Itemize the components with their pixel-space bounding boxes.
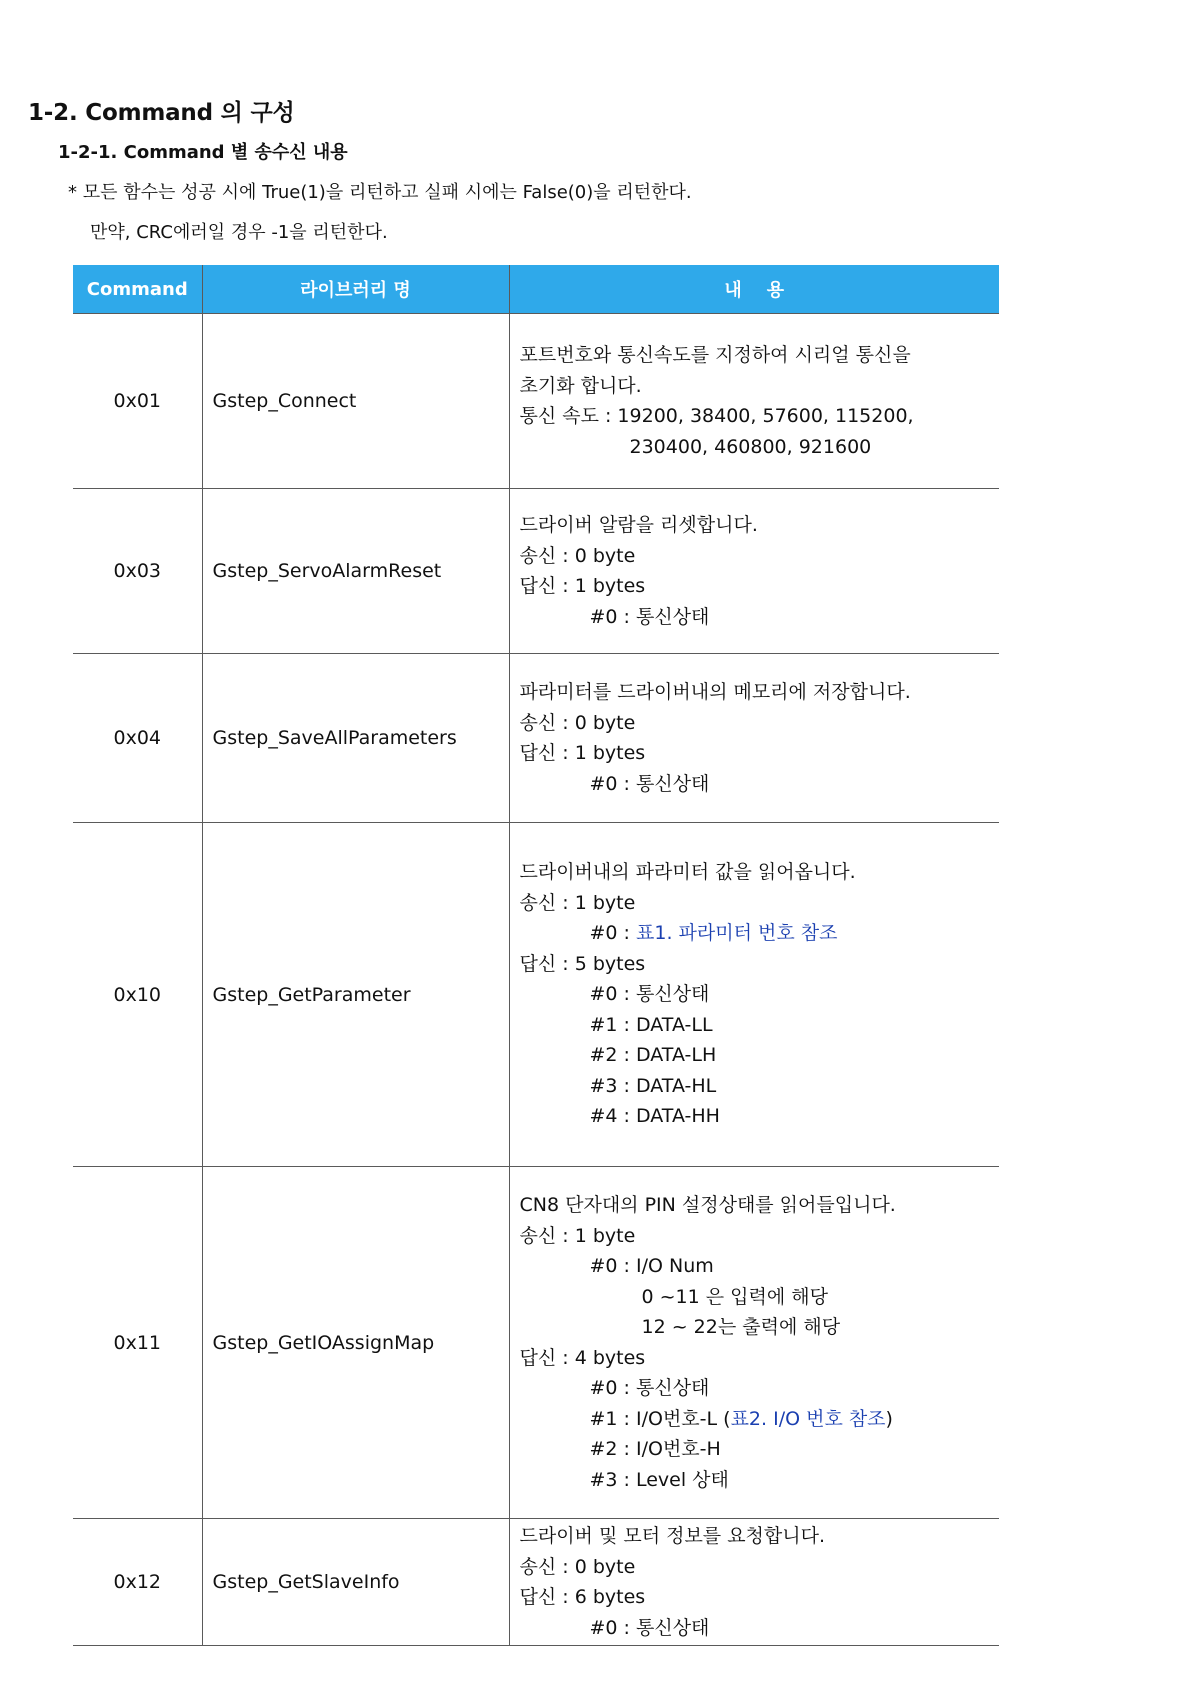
description-cell [509, 489, 999, 654]
desc-line: 12 ~ 22는 출력에 해당 [641, 1316, 841, 1338]
desc-line: #0 : 통신상태 [589, 1616, 710, 1639]
desc-line: 통신 속도 : 19200, 38400, 57600, 115200, [519, 405, 914, 427]
desc-line: 송신 : 0 byte [519, 544, 636, 567]
desc-line [520, 1404, 1000, 1435]
desc-line: 답신 : 1 bytes [519, 575, 646, 597]
desc-line: 송신 : 1 byte [519, 891, 636, 914]
table-row [73, 1519, 999, 1646]
table-row [73, 314, 999, 489]
description-cell [509, 1167, 999, 1519]
description-cell [509, 823, 999, 1167]
desc-line: 포트번호와 통신속도를 지정하여 시리얼 통신을 [519, 344, 911, 366]
desc-line: 드라이버 및 모터 정보를 요청합니다. [519, 1525, 826, 1547]
desc-line: 답신 : 1 bytes [519, 742, 646, 764]
desc-line [520, 918, 1000, 949]
desc-line: 송신 : 1 byte [519, 1224, 636, 1247]
table-row [73, 1167, 999, 1519]
desc-line: 답신 : 5 bytes [519, 952, 646, 975]
desc-line: #0 : 통신상태 [589, 772, 710, 795]
desc-line: #0 : 통신상태 [589, 983, 710, 1006]
desc-line: 드라이버 알람을 리셋합니다. [519, 514, 758, 536]
desc-line: 드라이버내의 파라미터 값을 읽어옵니다. [519, 861, 856, 884]
command-code: 0x10 [73, 823, 202, 1167]
desc-line-prefix: #1 : I/O번호-L ( [589, 1407, 731, 1430]
subsection-heading: 1-2-1. Command 별 송수신 내용 [58, 142, 348, 163]
desc-line: #2 : DATA-LH [589, 1044, 717, 1067]
desc-line: 초기화 합니다. [519, 374, 642, 397]
header-description: 내 용 [509, 265, 999, 314]
header-library-name: 라이브러리 명 [202, 265, 509, 314]
desc-line: 230400, 460800, 921600 [629, 435, 872, 458]
note-line-2: 만약, CRC에러일 경우 -1을 리턴한다. [90, 222, 388, 243]
desc-line: 파라미터를 드라이버내의 메모리에 저장합니다. [519, 681, 911, 703]
desc-line: 송신 : 0 byte [519, 711, 636, 734]
library-name: Gstep_SaveAllParameters [202, 654, 509, 823]
io-table-reference: 표2. I/O 번호 참조 [730, 1407, 886, 1430]
command-code: 0x12 [73, 1519, 202, 1646]
description-cell [509, 1519, 999, 1646]
description-cell [509, 314, 999, 489]
library-name: Gstep_GetParameter [202, 823, 509, 1167]
desc-line: 0 ~11 은 입력에 해당 [641, 1285, 828, 1308]
command-code: 0x11 [73, 1167, 202, 1519]
desc-line: #0 : 통신상태 [589, 605, 710, 628]
library-name: Gstep_Connect [202, 314, 509, 489]
section-heading: 1-2. Command 의 구성 [28, 100, 295, 126]
desc-line: #0 : I/O Num [589, 1255, 714, 1277]
table-row [73, 654, 999, 823]
command-code: 0x03 [73, 489, 202, 654]
library-name: Gstep_ServoAlarmReset [202, 489, 509, 654]
desc-line: 송신 : 0 byte [519, 1555, 636, 1578]
desc-line: #3 : DATA-HL [589, 1074, 717, 1097]
desc-line: CN8 단자대의 PIN 설정상태를 읽어들입니다. [519, 1194, 896, 1216]
desc-line: #0 : 통신상태 [589, 1377, 710, 1399]
desc-line-prefix: #0 : [589, 922, 636, 945]
header-command: Command [73, 265, 202, 314]
library-name: Gstep_GetIOAssignMap [202, 1167, 509, 1519]
command-table [73, 265, 999, 1646]
library-name: Gstep_GetSlaveInfo [202, 1519, 509, 1646]
command-code: 0x04 [73, 654, 202, 823]
desc-line: #3 : Level 상태 [589, 1468, 729, 1491]
desc-line: 답신 : 4 bytes [519, 1346, 646, 1369]
table-header-row [73, 265, 999, 314]
desc-line: #1 : DATA-LL [589, 1013, 713, 1036]
parameter-table-reference: 표1. 파라미터 번호 참조 [636, 922, 838, 945]
desc-line: 답신 : 6 bytes [519, 1586, 646, 1608]
desc-line-suffix: ) [885, 1407, 893, 1430]
desc-line: #2 : I/O번호-H [589, 1438, 721, 1460]
desc-line: #4 : DATA-HH [589, 1105, 720, 1128]
table-row [73, 489, 999, 654]
description-cell [509, 654, 999, 823]
note-line-1: * 모든 함수는 성공 시에 True(1)을 리턴하고 실패 시에는 False(0)을 리턴한다. [68, 182, 692, 203]
table-row [73, 823, 999, 1167]
command-code: 0x01 [73, 314, 202, 489]
